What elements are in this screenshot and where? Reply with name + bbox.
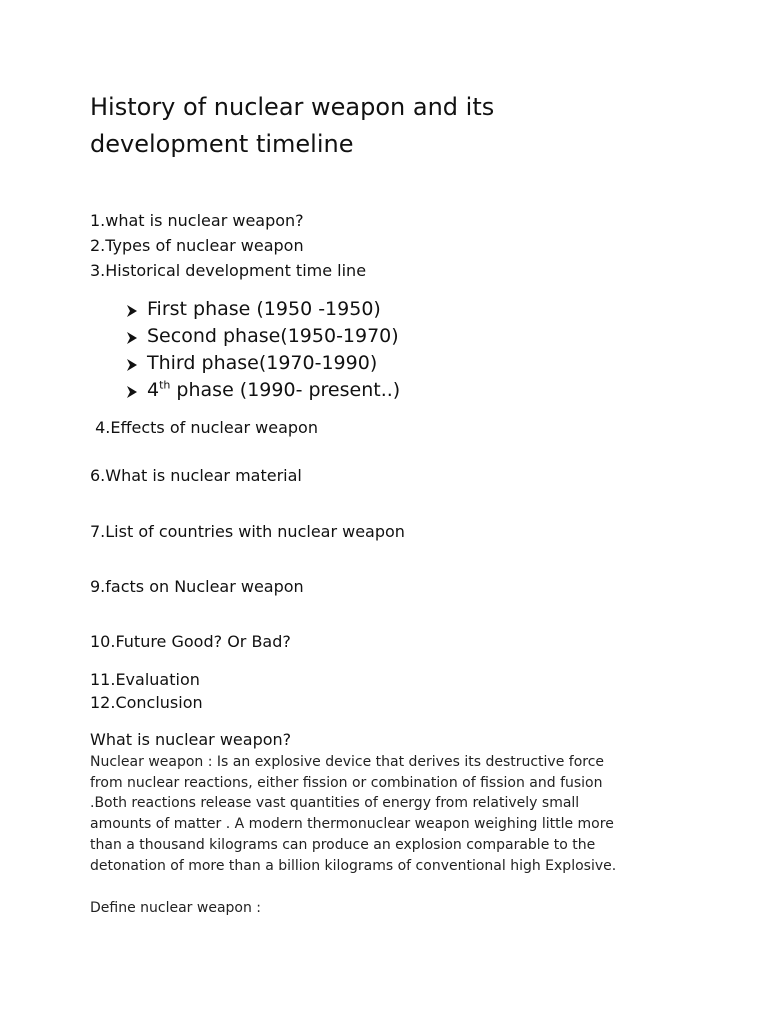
arrow-bullet-icon [125, 351, 147, 377]
phase-number: 4 [147, 379, 160, 401]
document-title: History of nuclear weapon and its development timeline [90, 93, 495, 158]
toc-item-2: 2.Types of nuclear weapon [90, 236, 304, 255]
phase-item [125, 323, 400, 350]
phase-text: phase (1990- present..) [170, 379, 401, 401]
arrow-bullet-icon [125, 297, 147, 323]
toc-item-3: 3.Historical development time line [90, 261, 367, 280]
toc-item-12: 12.Conclusion [90, 693, 203, 712]
toc-item-9: 9.facts on Nuclear weapon [90, 577, 304, 596]
toc-item-10: 10.Future Good? Or Bad? [90, 632, 291, 651]
arrow-bullet-icon [125, 378, 147, 404]
toc-item-4: 4.Effects of nuclear weapon [90, 418, 318, 437]
define-line: Define nuclear weapon : [90, 900, 262, 916]
phase-item [125, 350, 400, 377]
phase-list [125, 296, 400, 404]
toc-item-1: 1.what is nuclear weapon? [90, 211, 304, 230]
phase-item [125, 296, 400, 323]
arrow-bullet-icon [125, 324, 147, 350]
phase-text: Second phase(1950-1970) [147, 325, 399, 347]
definition-paragraph: Nuclear weapon : Is an explosive device that derives its destructive force from nuclear reactions, either fission or combination of fission and fusion .Both reactions release vast quantities of energy from relatively small amounts of matter . A modern thermonuclear weapon weighing little more than a thousand kilograms can produce an explosion comparable to the detonation of more than a billion kilograms of conventional high Explosive. [90, 754, 617, 874]
phase-text: First phase (1950 -1950) [147, 298, 381, 320]
phase-text: Third phase(1970-1990) [147, 352, 378, 374]
toc-item-7: 7.List of countries with nuclear weapon [90, 522, 405, 541]
phase-ordinal-suffix: th [159, 378, 171, 392]
section-heading: What is nuclear weapon? [90, 730, 292, 749]
toc-item-11: 11.Evaluation [90, 670, 200, 689]
toc-item-6: 6.What is nuclear material [90, 466, 302, 485]
phase-item [125, 377, 400, 404]
